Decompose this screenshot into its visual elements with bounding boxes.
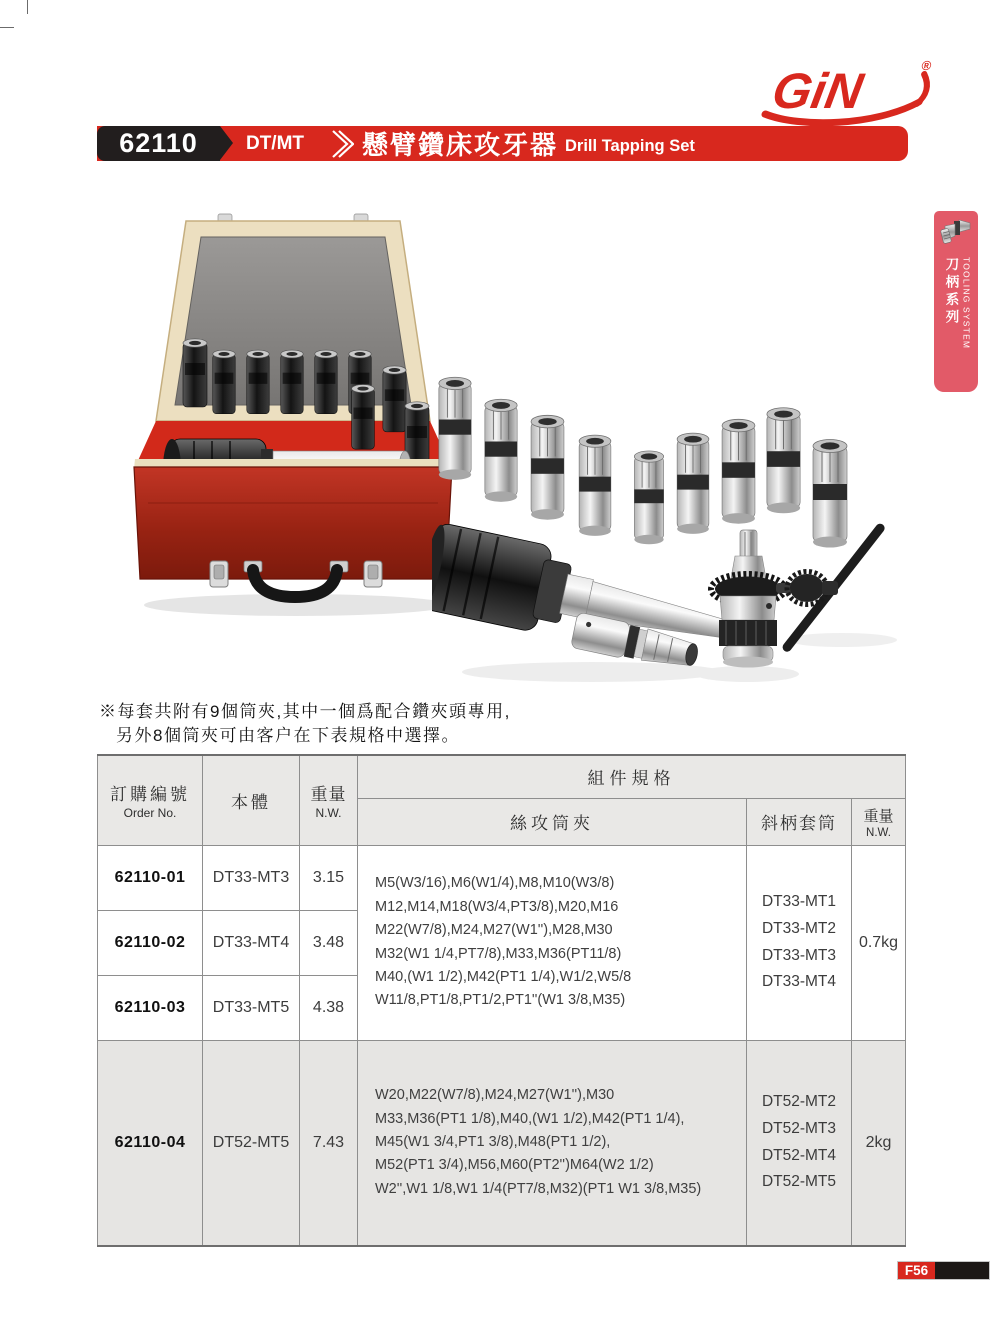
col-header-body: 本體 xyxy=(203,755,300,845)
type-label: DT/MT xyxy=(245,132,305,154)
body-cell: DT33-MT5 xyxy=(203,975,300,1040)
collet-spec-cell-group1: M5(W3/16),M6(W1/4),M8,M10(W3/8) M12,M14,M18(W3/4,PT3/8),M20,M16 M22(W7/8),M24,M27(W1''),M28,M30 M32(W1 1/4,PT7/8),M33,M36(PT11/8) M40,(W1 1/2),M42(PT1 1/4),W1/2,W5/8 W11/8,PT1/8,PT1/2,PT1''(W1 3/8,M35) xyxy=(358,845,747,1040)
order-no-cell: 62110-01 xyxy=(98,845,203,910)
note-line-1: ※每套共附有9個筒夾,其中一個爲配合鑽夾頭專用, xyxy=(99,702,511,721)
sleeve-cell-group2: DT52-MT2 DT52-MT3 DT52-MT4 DT52-MT5 xyxy=(747,1040,852,1246)
nw-cell: 4.38 xyxy=(300,975,358,1040)
col-header-tap-collet: 絲攻筒夾 xyxy=(358,798,747,845)
order-no-cell: 62110-04 xyxy=(98,1040,203,1246)
product-photo-case xyxy=(118,213,468,623)
note-line-2: 另外8個筒夾可由客户在下表規格中選擇。 xyxy=(116,726,460,746)
model-badge xyxy=(97,126,220,161)
chevron-right-icon xyxy=(330,129,354,159)
weight-cell-group2: 2kg xyxy=(852,1040,906,1246)
nw-cell: 3.15 xyxy=(300,845,358,910)
nw-cell: 7.43 xyxy=(300,1040,358,1246)
product-photo-tools xyxy=(432,372,907,702)
page-title xyxy=(362,126,695,161)
order-no-cell: 62110-03 xyxy=(98,975,203,1040)
note xyxy=(99,700,511,748)
order-no-cell: 62110-02 xyxy=(98,910,203,975)
col-header-taper-sleeve: 斜柄套筒 xyxy=(747,798,852,845)
side-tab-label-en: TOOLING SYSTEM xyxy=(961,257,972,350)
sleeve-cell-group1: DT33-MT1 DT33-MT2 DT33-MT3 DT33-MT4 xyxy=(747,845,852,1040)
brand-logo-reg: ® xyxy=(920,58,933,73)
side-tab-tooling-system xyxy=(934,211,978,392)
collet-spec-cell-group2: W20,M22(W7/8),M24,M27(W1''),M30 M33,M36(PT1 1/8),M40,(W1 1/2),M42(PT1 1/4), M45(W1 3/4,PT1 3/8),M48(PT1 1/2), M52(PT1 3/4),M56,M60(PT2'')M64(W2 1/2) W2'',W1 1/8,W1 1/4(PT7/8,M32)(PT1 W1 3/8,M35) xyxy=(358,1040,747,1246)
body-cell: DT33-MT4 xyxy=(203,910,300,975)
crop-mark-horizontal xyxy=(0,27,14,28)
body-cell: DT52-MT5 xyxy=(203,1040,300,1246)
table-row xyxy=(98,845,906,910)
body-cell: DT33-MT3 xyxy=(203,845,300,910)
col-header-component-spec: 組件規格 xyxy=(358,755,906,798)
col-header-order-no: 訂購編號 Order No. xyxy=(98,755,203,845)
brand-logo-text: GiN xyxy=(768,62,868,119)
page-number: F56 xyxy=(898,1262,935,1279)
side-tab-label-zh: 刀柄系列 xyxy=(943,257,959,327)
header-bar xyxy=(97,126,908,161)
model-number: 62110 xyxy=(119,128,198,158)
spec-table xyxy=(97,754,906,1247)
footer-page-badge xyxy=(897,1261,990,1280)
tool-holder-icon xyxy=(939,217,973,251)
col-header-weight-2: 重量 N.W. xyxy=(852,798,906,845)
col-header-weight: 重量 N.W. xyxy=(300,755,358,845)
weight-cell-group1: 0.7kg xyxy=(852,845,906,1040)
nw-cell: 3.48 xyxy=(300,910,358,975)
table-row xyxy=(98,1040,906,1246)
page-title-zh: 懸臂鑽床攻牙器 xyxy=(362,130,559,160)
footer-black-bar xyxy=(935,1262,989,1279)
brand-logo xyxy=(758,52,948,130)
page-title-en: Drill Tapping Set xyxy=(565,137,695,155)
crop-mark-vertical xyxy=(27,0,28,14)
